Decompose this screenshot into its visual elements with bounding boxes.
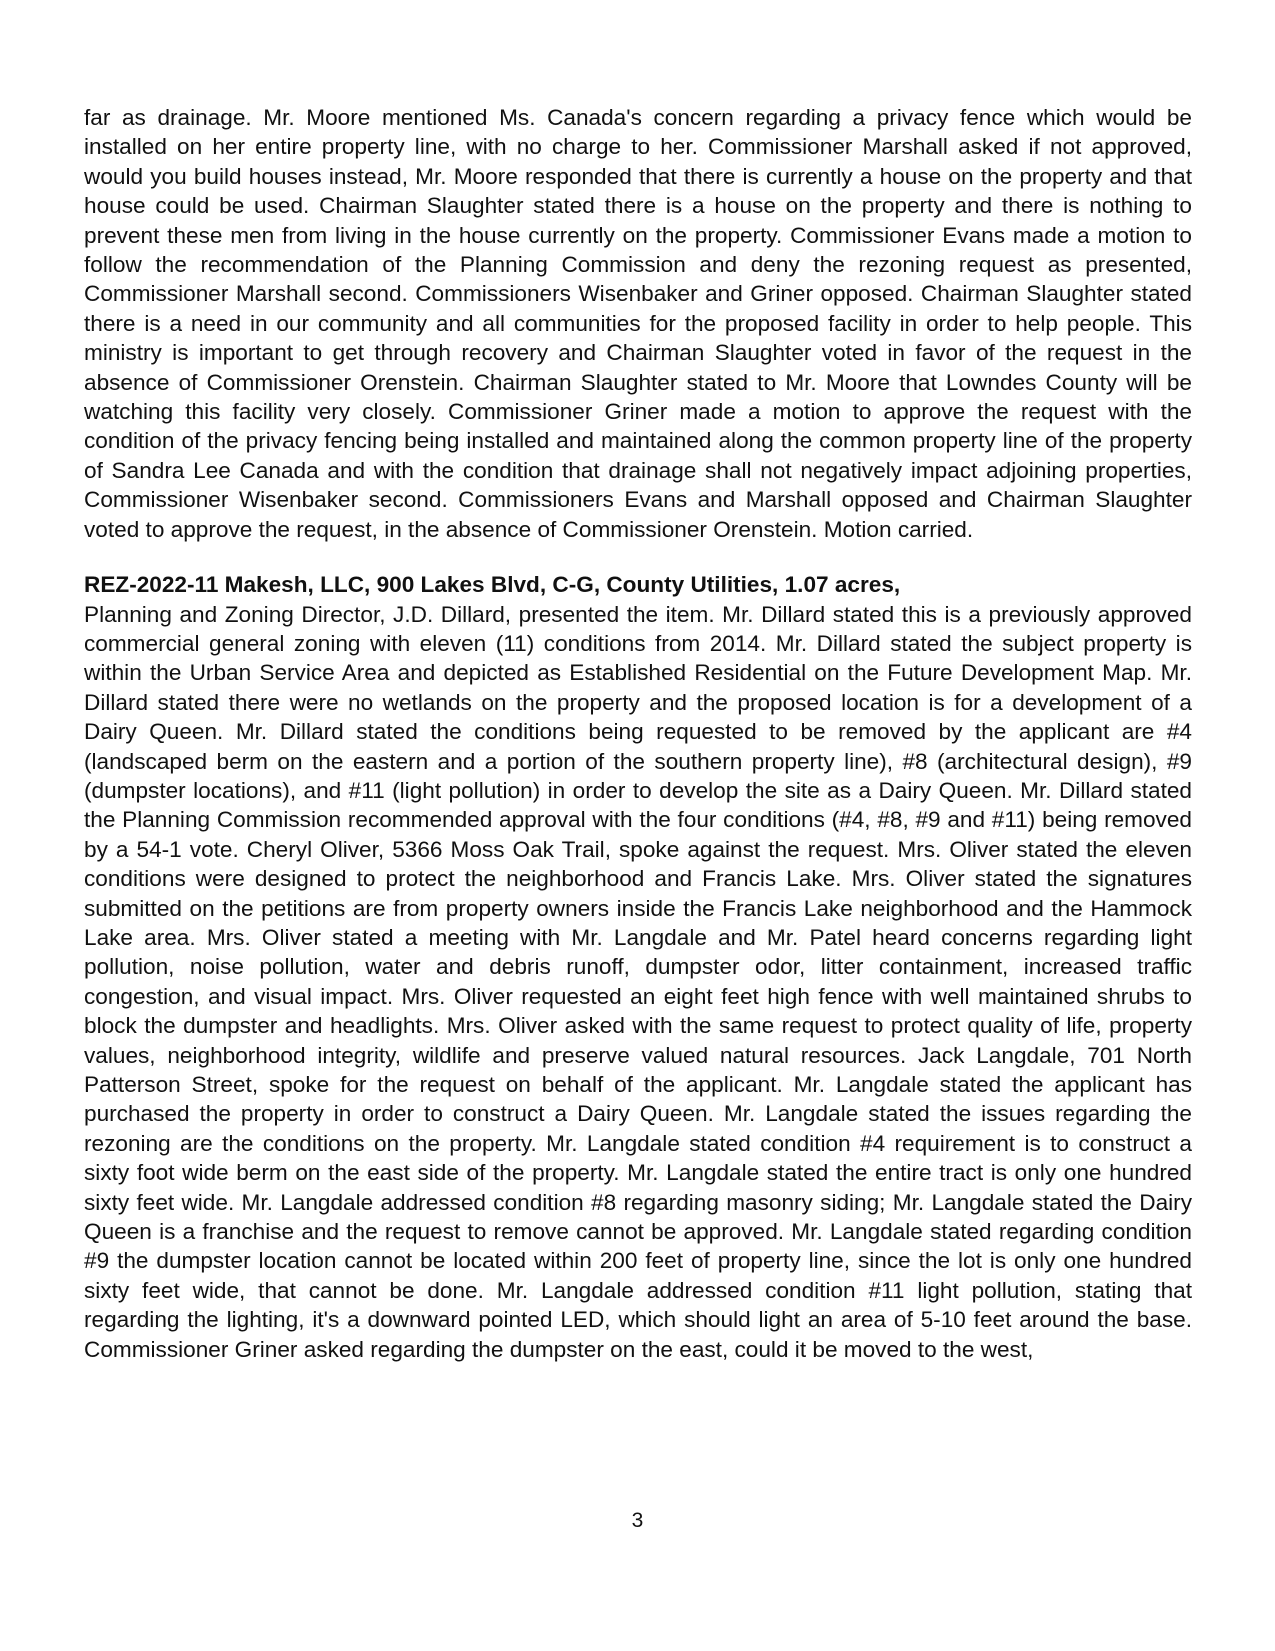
page-number: 3: [631, 1509, 644, 1532]
body-paragraph-drainage-discussion: far as drainage. Mr. Moore mentioned Ms. Canada's concern regarding a privacy fence which would be installed on her entire property line, with no charge to her. Commissioner Marshall asked if not approved, would you build houses instead, Mr. Moore responded that there is currently a house on the property and that house could be used. Chairman Slaughter stated there is a house on the property and there is nothing to prevent these men from living in the house currently on the property. Commissioner Evans made a motion to follow the recommendation of the Planning Commission and deny the rezoning request as presented, Commissioner Marshall second. Commissioners Wisenbaker and Griner opposed. Chairman Slaughter stated there is a need in our community and all communities for the proposed facility in order to help people. This ministry is important to get through recovery and Chairman Slaughter voted in favor of the request in the absence of Commissioner Orenstein. Chairman Slaughter stated to Mr. Moore that Lowndes County will be watching this facility very closely. Commissioner Griner made a motion to approve the request with the condition of the privacy fencing being installed and maintained along the common property line of the property of Sandra Lee Canada and with the condition that drainage shall not negatively impact adjoining properties, Commissioner Wisenbaker second. Commissioners Evans and Marshall opposed and Chairman Slaughter voted to approve the request, in the absence of Commissioner Orenstein. Motion carried.: [84, 105, 1192, 542]
document-page: [84, 103, 1192, 1364]
section-heading-rez-2022-11: REZ-2022-11 Makesh, LLC, 900 Lakes Blvd, C-G, County Utilities, 1.07 acres,: [84, 572, 901, 598]
body-paragraph-makesh-rezoning: Planning and Zoning Director, J.D. Dillard, presented the item. Mr. Dillard stated this is a previously approved commercial general zoning with eleven (11) conditions from 2014. Mr. Dillard stated the subject property is within the Urban Service Area and depicted as Established Residential on the Future Development Map. Mr. Dillard stated there were no wetlands on the property and the proposed location is for a development of a Dairy Queen. Mr. Dillard stated the conditions being requested to be removed by the applicant are #4 (landscaped berm on the eastern and a portion of the southern property line), #8 (architectural design), #9 (dumpster locations), and #11 (light pollution) in order to develop the site as a Dairy Queen. Mr. Dillard stated the Planning Commission recommended approval with the four conditions (#4, #8, #9 and #11) being removed by a 54-1 vote. Cheryl Oliver, 5366 Moss Oak Trail, spoke against the request. Mrs. Oliver stated the eleven conditions were designed to protect the neighborhood and Francis Lake. Mrs. Oliver stated the signatures submitted on the petitions are from property owners inside the Francis Lake neighborhood and the Hammock Lake area. Mrs. Oliver stated a meeting with Mr. Langdale and Mr. Patel heard concerns regarding light pollution, noise pollution, water and debris runoff, dumpster odor, litter containment, increased traffic congestion, and visual impact. Mrs. Oliver requested an eight feet high fence with well maintained shrubs to block the dumpster and headlights. Mrs. Oliver asked with the same request to protect quality of life, property values, neighborhood integrity, wildlife and preserve valued natural resources. Jack Langdale, 701 North Patterson Street, spoke for the request on behalf of the applicant. Mr. Langdale stated the applicant has purchased the property in order to construct a Dairy Queen. Mr. Langdale stated the issues regarding the rezoning are the conditions on the property. Mr. Langdale stated condition #4 requirement is to construct a sixty foot wide berm on the east side of the property. Mr. Langdale stated the entire tract is only one hundred sixty feet wide. Mr. Langdale addressed condition #8 regarding masonry siding; Mr. Langdale stated the Dairy Queen is a franchise and the request to remove cannot be approved. Mr. Langdale stated regarding condition #9 the dumpster location cannot be located within 200 feet of property line, since the lot is only one hundred sixty feet wide, that cannot be done. Mr. Langdale addressed condition #11 light pollution, stating that regarding the lighting, it's a downward pointed LED, which should light an area of 5-10 feet around the base. Commissioner Griner asked regarding the dumpster on the east, could it be moved to the west,: [84, 601, 1192, 1362]
